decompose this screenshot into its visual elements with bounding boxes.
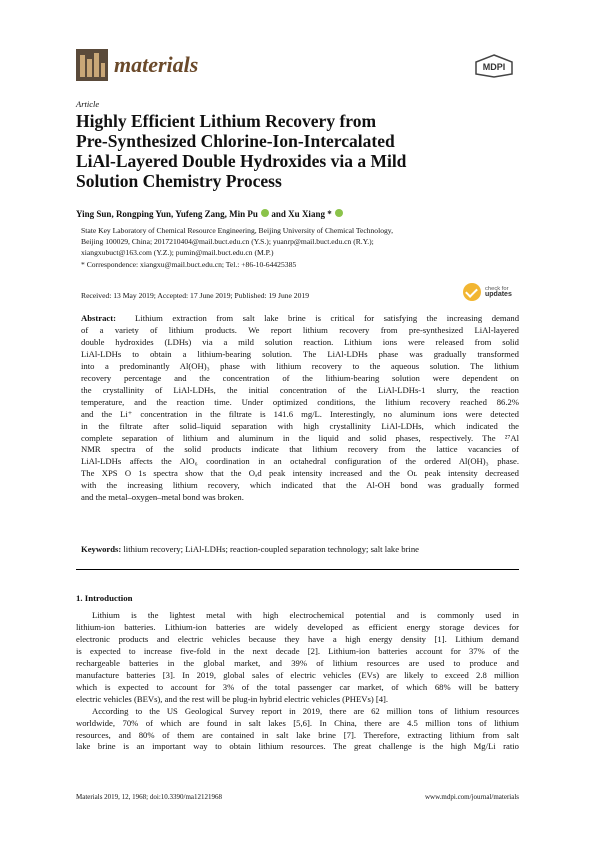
affiliation-line: xiangxubuct@163.com (Y.Z.); pumin@mail.buct.edu.cn (M.P.) (81, 248, 274, 258)
mdpi-logo-icon (474, 54, 514, 78)
abstract-line: in the filtrate after solid–liquid separation with high crystallinity LiAl-LDHs, which indicated the (81, 420, 519, 431)
abstract-line: The XPS O 1s spectra show that the Oₐd peak intensity increased and the Oʟ peak intensity decreased (81, 468, 519, 479)
body-line: which is expected to account for 3% of the total passenger car market, of which 68% will be battery (76, 681, 519, 692)
body-line: rechargeable batteries in the global market, and 39% of lithium resources are used to produce and (76, 657, 519, 668)
title-line: Pre-Synthesized Chlorine-Ion-Intercalated (76, 131, 395, 151)
orcid-icon[interactable] (261, 209, 269, 217)
check-updates-top: check for (485, 285, 509, 292)
abstract-line: and the Li⁺ concentration in the filtrate is 141.6 mg/L. Interestingly, no aluminum ions were detected (81, 408, 519, 419)
check-icon (463, 283, 481, 301)
body-line: According to the US Geological Survey report in 2019, there are 62 million tons of lithium resources (92, 705, 519, 716)
abstract-line: double hydroxides (LDHs) via a mild solution reaction. Lithium ions were released from solid (81, 336, 519, 347)
body-line: lake brine is an important way to obtain lithium resources. The great challenge is the high Mg/Li ratio (76, 741, 519, 752)
body-line: is expected to increase five-fold in the next decade [2]. Lithium-ion batteries account for 37% of the (76, 645, 519, 656)
abstract-line: LiAl-LDHs to obtain a lithium-bearing solution. The LiAl-LDHs phase was gradually transformed (81, 348, 519, 359)
title-line: LiAl-Layered Double Hydroxides via a Mild (76, 151, 407, 171)
abstract-line: the crystallinity of LiAl-LDHs, the initial concentration of the LiAl-LDHs-1 slurry, the reaction (81, 384, 519, 395)
title-line: Highly Efficient Lithium Recovery from (76, 111, 377, 131)
footer-url[interactable]: www.mdpi.com/journal/materials (424, 793, 519, 801)
publisher-logo-text: MDPI (482, 62, 506, 72)
article-title (76, 111, 506, 191)
abstract-line-text: Lithium extraction from salt lake brine is critical for satisfying the increasing demand (135, 313, 520, 323)
section-body (76, 610, 519, 753)
correspondence-line: * Correspondence: xiangxu@mail.buct.edu.cn; Tel.: +86-10-64425385 (81, 259, 297, 269)
section-heading: 1. Introduction (76, 593, 133, 603)
authors-last: and Xu Xiang * (271, 209, 332, 219)
footer-citation: Materials 2019, 12, 1968; doi:10.3390/ma12121968 (76, 793, 223, 801)
title-line: Solution Chemistry Process (76, 171, 282, 191)
body-line: lithium-ion batteries. Lithium-ion batteries are widely developed as efficient energy storage devices for (76, 621, 519, 632)
abstract-line: complete separation of lithium and aluminum in the liquid and solid phases, respectively. The ²⁷Al (81, 432, 519, 443)
publication-dates: Received: 13 May 2019; Accepted: 17 June 2019; Published: 19 June 2019 (81, 291, 309, 300)
keywords-label: Keywords: (81, 544, 122, 554)
abstract-line: temperature, and the reaction time. Under optimized conditions, the lithium recovery reached 86.2% (81, 396, 519, 407)
body-line: Lithium is the lightest metal with high electrochemical potential and is commonly used in (92, 610, 519, 620)
divider (76, 569, 519, 570)
check-updates-bottom: updates (485, 291, 512, 298)
abstract-line (81, 313, 519, 325)
orcid-icon[interactable] (335, 209, 343, 217)
abstract-line: of a variety of lithium products. We report lithium recovery from pre-synthesized LiAl-layered (81, 324, 519, 335)
journal-logo (76, 48, 198, 82)
abstract-line: into a predominantly Al(OH)₃ phase with lithium recovery to the aqueous solution. The lithium (81, 360, 519, 371)
journal-logo-icon (76, 49, 108, 81)
abstract-line: and the metal–oxygen–metal bond was broken. (81, 492, 244, 503)
abstract-line: with the increasing lithium recovery, which indicated that the Al-OH bond was gradually formed (81, 480, 519, 491)
affiliation-line: State Key Laboratory of Chemical Resource Engineering, Beijing University of Chemical Technology, (81, 226, 393, 235)
journal-name: materials (114, 52, 199, 77)
check-for-updates-badge[interactable] (463, 280, 519, 304)
body-line: electric vehicles (BEVs), and the rest will be plug-in hybrid electric vehicles (PHEVs) [4]. (76, 693, 389, 704)
abstract-label: Abstract: (81, 313, 116, 323)
abstract-line: recovery percentage and the concentration of the lithium-bearing solution were dependent on (81, 372, 519, 383)
affiliation (81, 225, 511, 270)
body-line: electronic products and electric vehicles because they have a high energy density [1]. Lithium demand (76, 633, 519, 644)
abstract-line: NMR spectra of the solid products indicate that lithium recovery from the lattice vacancies of (81, 444, 519, 455)
author-list (76, 209, 343, 219)
article-type: Article (76, 99, 100, 109)
body-line: worldwide, 70% of which are found in salt lakes [5,6]. In China, there are 4.5 million tons of lithium (76, 717, 519, 728)
abstract (81, 313, 519, 504)
keywords (81, 544, 419, 554)
abstract-line: LiAl-LDHs affects the AlO₆ coordination in an octahedral configuration of the ordered Al(OH)₃ phase. (81, 456, 519, 467)
keywords-text: lithium recovery; LiAl-LDHs; reaction-coupled separation technology; salt lake brine (123, 544, 419, 554)
body-line: resources, and 80% of them are contained in salt lake brine [7]. Therefore, extracting lithium from salt (76, 729, 519, 740)
body-line: manufacture batteries [3]. In 2019, global sales of electric vehicles (EVs) are likely to exceed 2.8 million (76, 669, 519, 680)
check-updates-text (485, 286, 512, 299)
authors-text: Ying Sun, Rongping Yun, Yufeng Zang, Min Pu (76, 209, 258, 219)
affiliation-line: Beijing 100029, China; 2017210404@mail.buct.edu.cn (Y.S.); yuanrp@mail.buct.edu.cn (R.Y.); (81, 237, 374, 247)
